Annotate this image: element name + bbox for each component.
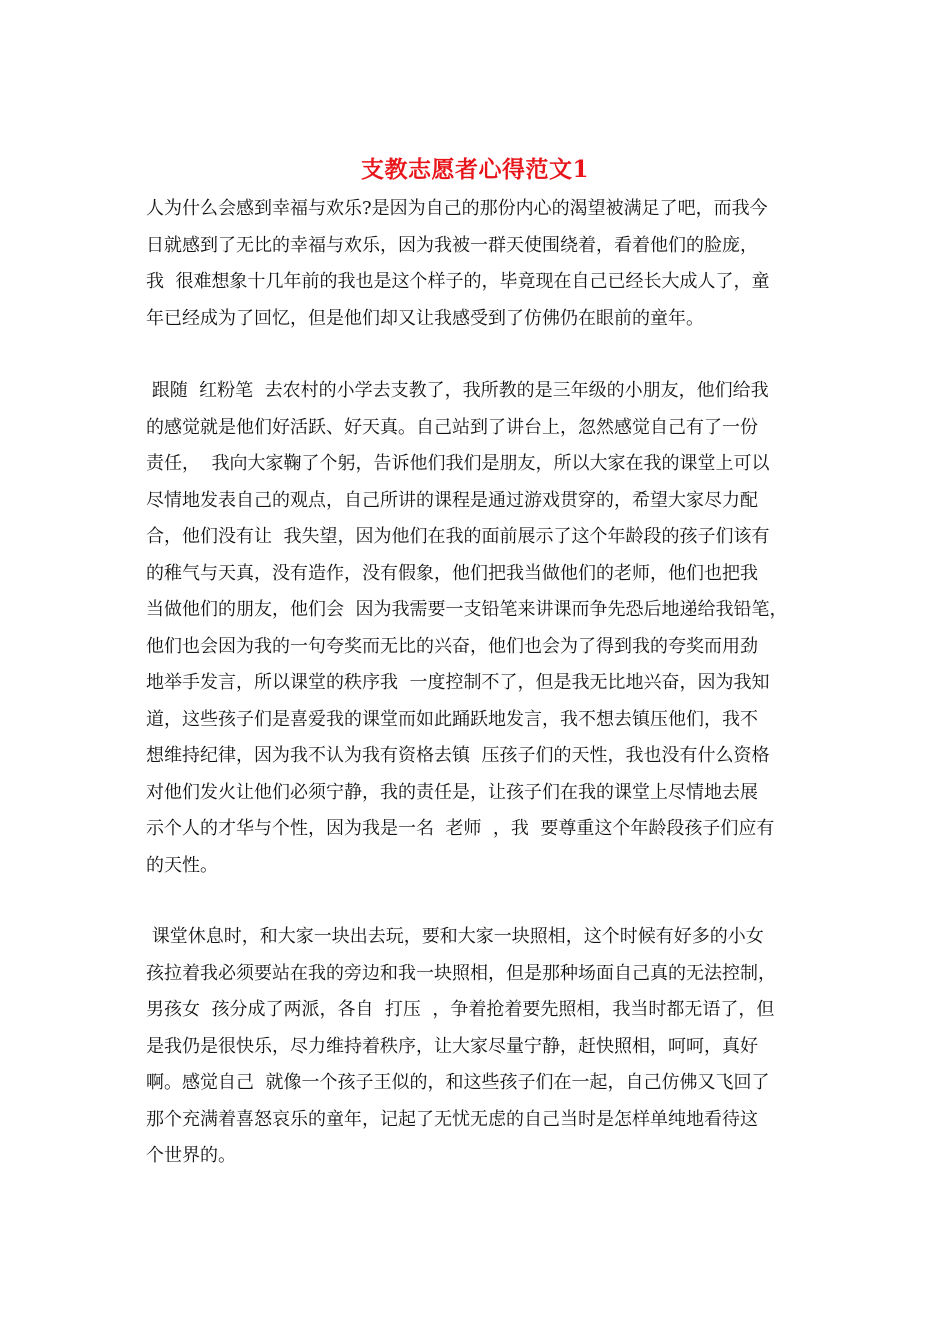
paragraph-line: 课堂休息时，和大家一块出去玩，要和大家一块照相，这个时候有好多的小女: [146, 926, 764, 947]
paragraph-1: [146, 191, 816, 337]
paragraph-line: 个世界的。: [146, 1145, 236, 1166]
paragraph-line: 孩拉着我必须要站在我的旁边和我一块照相，但是那种场面自己真的无法控制，: [146, 962, 776, 984]
paragraph-line: 想维持纪律，因为我不认为我有资格去镇 压孩子们的天性，我也没有什么资格: [146, 745, 770, 766]
paragraph-line: 合，他们没有让 我失望，因为他们在我的面前展示了这个年龄段的孩子们该有: [146, 526, 770, 547]
paragraph-line: 责任， 我向大家鞠了个躬，告诉他们我们是朋友，所以大家在我的课堂上可以: [146, 453, 770, 474]
paragraph-line: 道，这些孩子们是喜爱我的课堂而如此踊跃地发言，我不想去镇压他们，我不: [146, 708, 758, 730]
paragraph-line: 当做他们的朋友，他们会 因为我需要一支铅笔来讲课而争先恐后地递给我铅笔，: [146, 599, 788, 620]
paragraph-2: [146, 373, 816, 884]
paragraph-line: 尽情地发表自己的观点，自己所讲的课程是通过游戏贯穿的，希望大家尽力配: [146, 489, 758, 511]
paragraph-line: 那个充满着喜怒哀乐的童年，记起了无忧无虑的自己当时是怎样单纯地看待这: [146, 1108, 758, 1130]
document-title: 支教志愿者心得范文1: [360, 156, 589, 183]
paragraph-line: 对他们发火让他们必须宁静，我的责任是，让孩子们在我的课堂上尽情地去展: [146, 781, 758, 803]
paragraph-line: 示个人的才华与个性，因为我是一名 老师 ，我 要尊重这个年龄段孩子们应有: [146, 818, 775, 839]
paragraph-line: 的感觉就是他们好活跃、好天真。自己站到了讲台上，忽然感觉自己有了一份: [146, 416, 758, 438]
paragraph-line: 年已经成为了回忆，但是他们却又让我感受到了仿佛仍在眼前的童年。: [146, 307, 704, 329]
paragraph-line: 我 很难想象十几年前的我也是这个样子的，毕竟现在自己已经长大成人了，童: [146, 271, 770, 292]
paragraph-line: 的天性。: [146, 854, 218, 876]
paragraph-line: 地举手发言，所以课堂的秩序我 一度控制不了，但是我无比地兴奋，因为我知: [146, 672, 770, 693]
paragraph-3: [146, 919, 816, 1175]
paragraph-line: 日就感到了无比的幸福与欢乐，因为我被一群天使围绕着，看着他们的脸庞，: [146, 234, 758, 256]
paragraph-line: 他们也会因为我的一句夸奖而无比的兴奋，他们也会为了得到我的夸奖而用劲: [146, 635, 758, 657]
paragraph-line: 男孩女 孩分成了两派，各自 打压 ，争着抢着要先照相，我当时都无语了，但: [146, 999, 775, 1020]
paragraph-line: 跟随 红粉笔 去农村的小学去支教了，我所教的是三年级的小朋友，他们给我: [146, 380, 769, 401]
paragraph-line: 是我仍是很快乐，尽力维持着秩序，让大家尽量宁静，赶快照相，呵呵，真好: [146, 1035, 758, 1057]
paragraph-line: 啊。感觉自己 就像一个孩子王似的，和这些孩子们在一起，自己仿佛又飞回了: [146, 1072, 770, 1093]
paragraph-line: 人为什么会感到幸福与欢乐?是因为自己的那份内心的渴望被满足了吧，而我今: [146, 198, 768, 219]
paragraph-line: 的稚气与天真，没有造作，没有假象，他们把我当做他们的老师，他们也把我: [146, 562, 758, 584]
